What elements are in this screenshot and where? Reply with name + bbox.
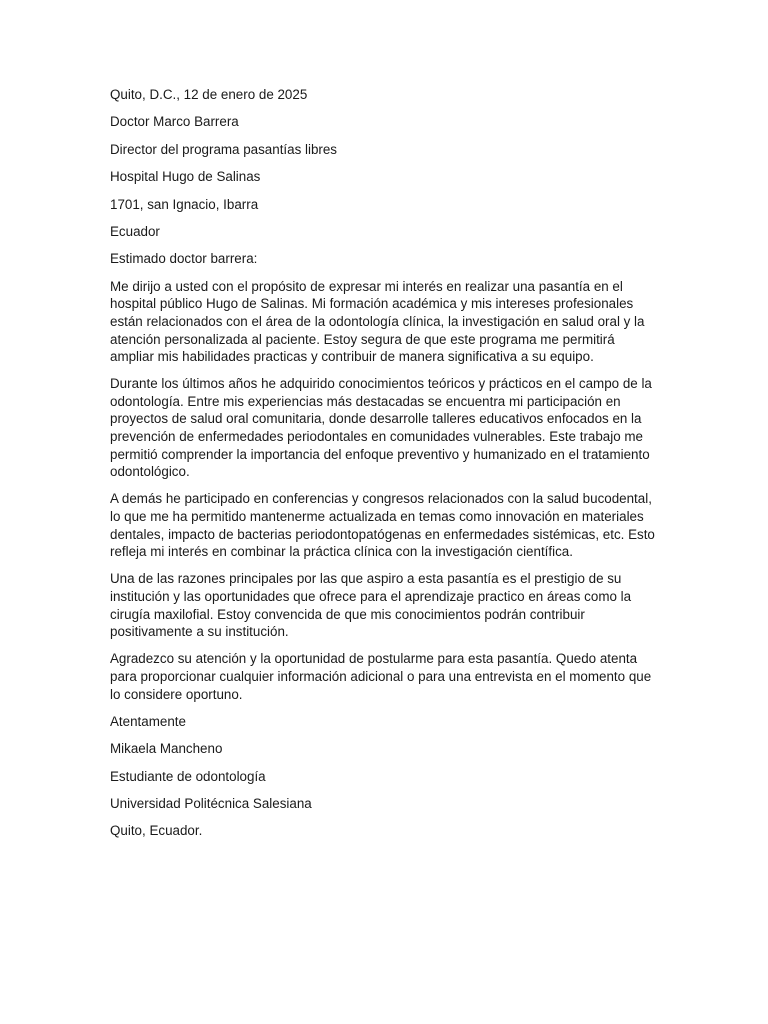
body-paragraph-3: A demás he participado en conferencias y congresos relacionados con la salud bucodental, lo que me ha permitido mantenerme actualizada en temas como innovación en materiales dentales, impacto de bacterias periodontopatógenas en enfermedades sistémicas, etc. Esto refleja mi interés en combinar la práctica clínica con la investigación científica. [110,491,655,560]
signature-location: Quito, Ecuador. [110,823,203,839]
body-paragraph-1: Me dirijo a usted con el propósito de expresar mi interés en realizar una pasantía en el hospital público Hugo de Salinas. Mi formación académica y mis intereses profesionales están relacionados con el área de la odontología clínica, la investigación en salud oral y la atención personalizada al paciente. Estoy segura de que este programa me permitirá ampliar mis habilidades practicas y contribuir de manera significativa a su equipo. [110,278,645,365]
signature-institution: Universidad Politécnica Salesiana [110,795,312,811]
recipient-country: Ecuador [110,223,160,239]
closing: Atentamente [110,713,186,729]
date-line: Quito, D.C., 12 de enero de 2025 [110,87,308,102]
signature-role: Estudiante de odontología [110,768,266,784]
recipient-address: 1701, san Ignacio, Ibarra [110,196,259,212]
body-paragraph-4: Una de las razones principales por las que aspiro a esta pasantía es el prestigio de su institución y las oportunidades que ofrece para el aprendizaje practico en áreas como la cirugía maxilofial. Estoy convencida de que mis conocimientos podrán contribuir positivamente a su institución. [110,571,632,640]
recipient-organization: Hospital Hugo de Salinas [110,169,261,185]
salutation: Estimado doctor barrera: [110,251,258,267]
recipient-name: Doctor Marco Barrera [110,114,239,130]
body-paragraph-5: Agradezco su atención y la oportunidad de postularme para esta pasantía. Quedo atenta para proporcionar cualquier información adicional o para una entrevista en el momento que lo considere oportuno. [110,651,652,702]
recipient-title: Director del programa pasantías libres [110,141,338,157]
body-paragraph-2: Durante los últimos años he adquirido conocimientos teóricos y prácticos en el campo de la odontología. Entre mis experiencias más destacadas se encuentra mi participación en proyectos de salud oral comunitaria, donde desarrolle talleres educativos enfocados en la prevención de enfermedades periodontales en comunidades vulnerables. Este trabajo me permitió comprender la importancia del enfoque preventivo y humanizado en el tratamiento odontológico. [110,376,652,480]
letter-document [110,86,660,850]
signature-name: Mikaela Mancheno [110,741,223,757]
